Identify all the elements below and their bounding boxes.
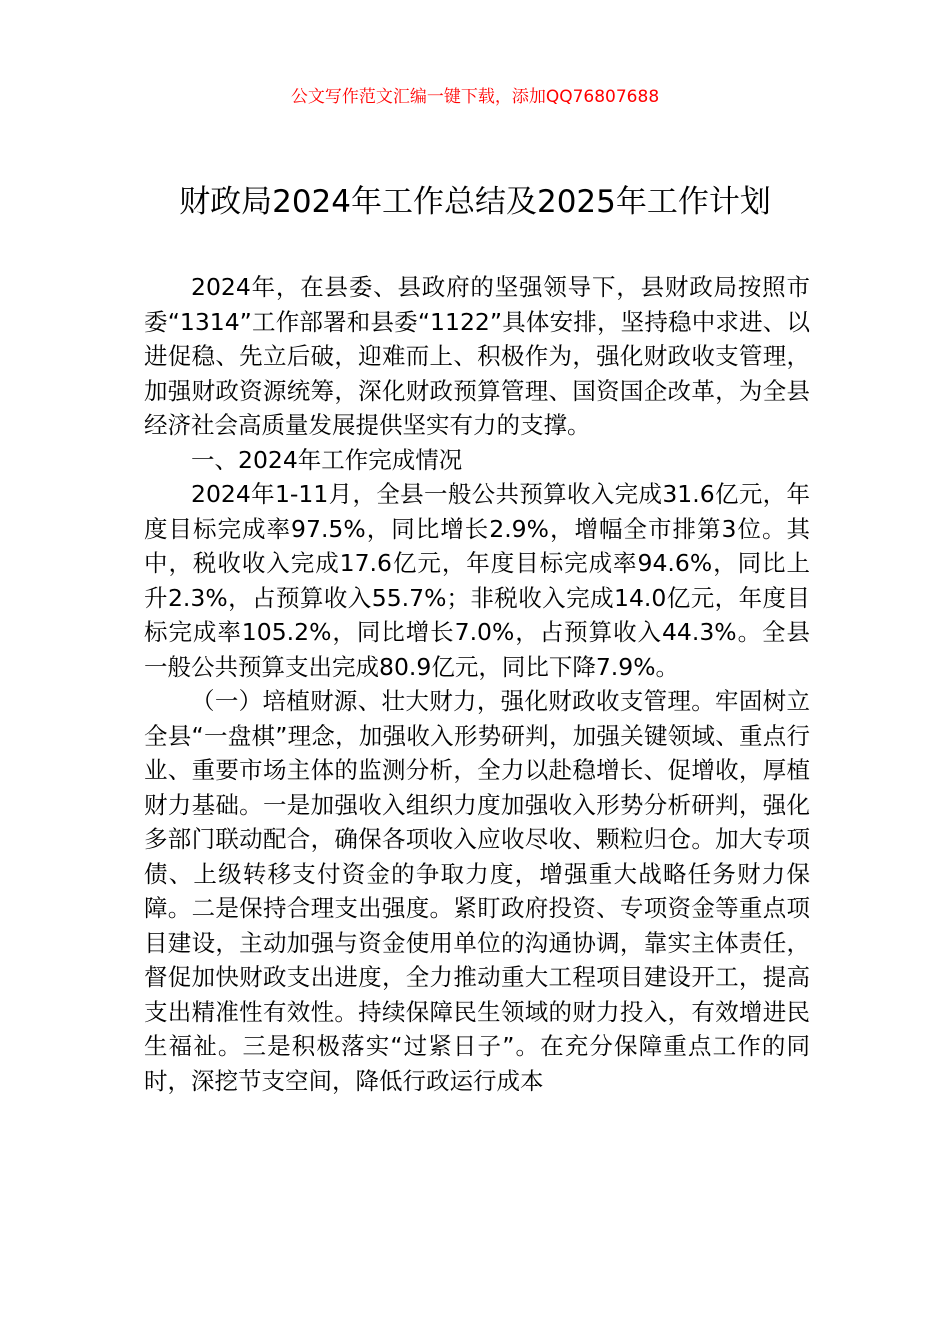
subsection-paragraph: （一）培植财源、壮大财力，强化财政收支管理。牢固树立全县“一盘棋”理念，加强收入形势研判，加强关键领域、重点行业、重要市场主体的监测分析，全力以赴稳增长、促增收，厚植财力基础。一是加强收入组织力度加强收入形势分析研判，强化多部门联动配合，确保各项收入应收尽收、颗粒归仓。加大专项债、上级转移支付资金的争取力度，增强重大战略任务财力保障。二是保持合理支出强度。紧盯政府投资、专项资金等重点项目建设，主动加强与资金使用单位的沟通协调，靠实主体责任，督促加快财政支出进度，全力推动重大工程项目建设开工，提高支出精准性有效性。持续保障民生领域的财力投入，有效增进民生福祉。三是积极落实“过紧日子”。在充分保障重点工作的同时，深挖节支空间，降低行政运行成本 xyxy=(144,687,810,1095)
intro-paragraph: 2024年，在县委、县政府的坚强领导下，县财政局按照市委“1314”工作部署和县委“1122”具体安排，坚持稳中求进、以进促稳、先立后破，迎难而上、积极作为，强化财政收支管理，加强财政资源统筹，深化财政预算管理、国资国企改革，为全县经济社会高质量发展提供坚实有力的支撑。 xyxy=(144,273,810,439)
download-banner: 公文写作范文汇编一键下载，添加QQ76807688 xyxy=(290,87,660,107)
statistics-paragraph: 2024年1-11月，全县一般公共预算收入完成31.6亿元，年度目标完成率97.5%，同比增长2.9%，增幅全市排第3位。其中，税收收入完成17.6亿元，年度目标完成率94.6%，同比上升2.3%，占预算收入55.7%；非税收入完成14.0亿元，年度目标完成率105.2%，同比增长7.0%，占预算收入44.3%。全县一般公共预算支出完成80.9亿元，同比下降7.9%。 xyxy=(144,480,810,681)
section-heading: 一、2024年工作完成情况 xyxy=(191,445,463,474)
document-body xyxy=(144,270,810,1098)
document-title: 财政局2024年工作总结及2025年工作计划 xyxy=(179,184,771,220)
